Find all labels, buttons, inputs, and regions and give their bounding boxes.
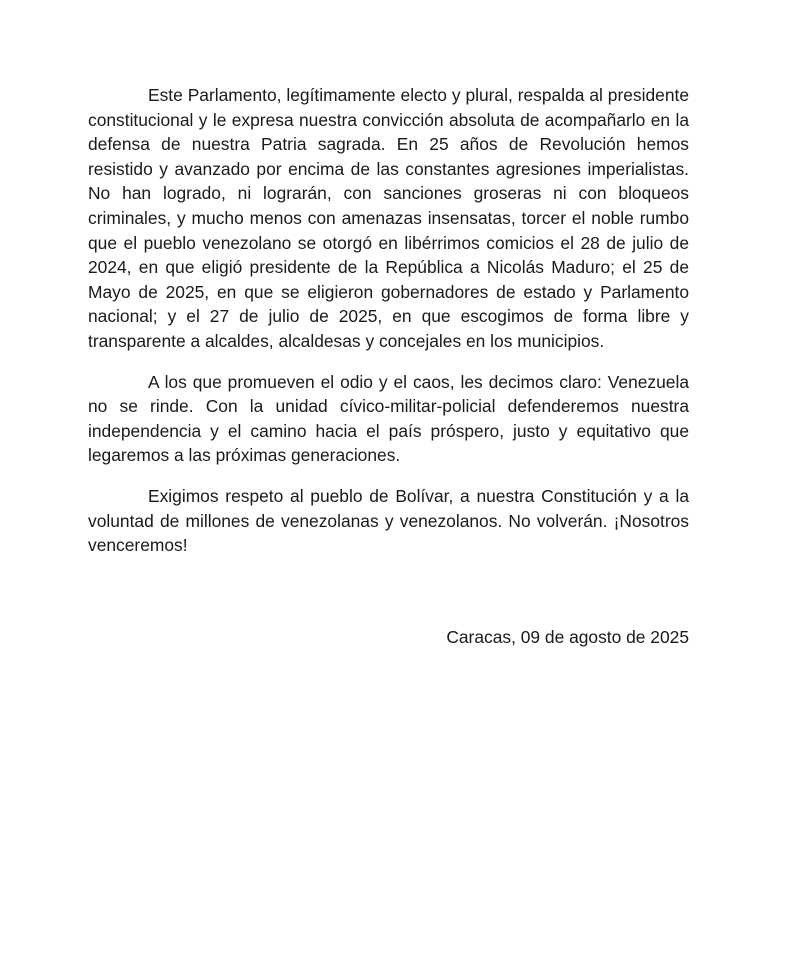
paragraph-unity: A los que promueven el odio y el caos, les decimos claro: Venezuela no se rinde. Con la unidad cívico-militar-policial defenderemos nuestra independencia y el camino hacia el país próspero, justo y equitativo que legaremos a las próximas generaciones. — [88, 371, 689, 466]
paragraph-respect: Exigimos respeto al pueblo de Bolívar, a nuestra Constitución y a la voluntad de millones de venezolanas y venezolanos. No volverán. ¡Nosotros venceremos! — [88, 485, 689, 556]
paragraph-support: Este Parlamento, legítimamente electo y plural, respalda al presidente constitucional y le expresa nuestra convicción absoluta de acompañarlo en la defensa de nuestra Patria sagrada. En 25 años de Revolución hemos resistido y avanzado por encima de las constantes agresiones imperialistas. No han logrado, ni lograrán, con sanciones groseras ni con bloqueos criminales, y mucho menos con amenazas insensatas, torcer el noble rumbo que el pueblo venezolano se otorgó en libérrimos comicios el 28 de julio de 2024, en que eligió presidente de la República a Nicolás Maduro; el 25 de Mayo de 2025, en que se eligieron gobernadores de estado y Parlamento nacional; y el 27 de julio de 2025, en que escogimos de forma libre y transparente a alcaldes, alcaldesas y concejales en los municipios. — [88, 85, 689, 351]
place-date-signoff: Caracas, 09 de agosto de 2025 — [446, 627, 689, 647]
document-body — [88, 83, 689, 574]
